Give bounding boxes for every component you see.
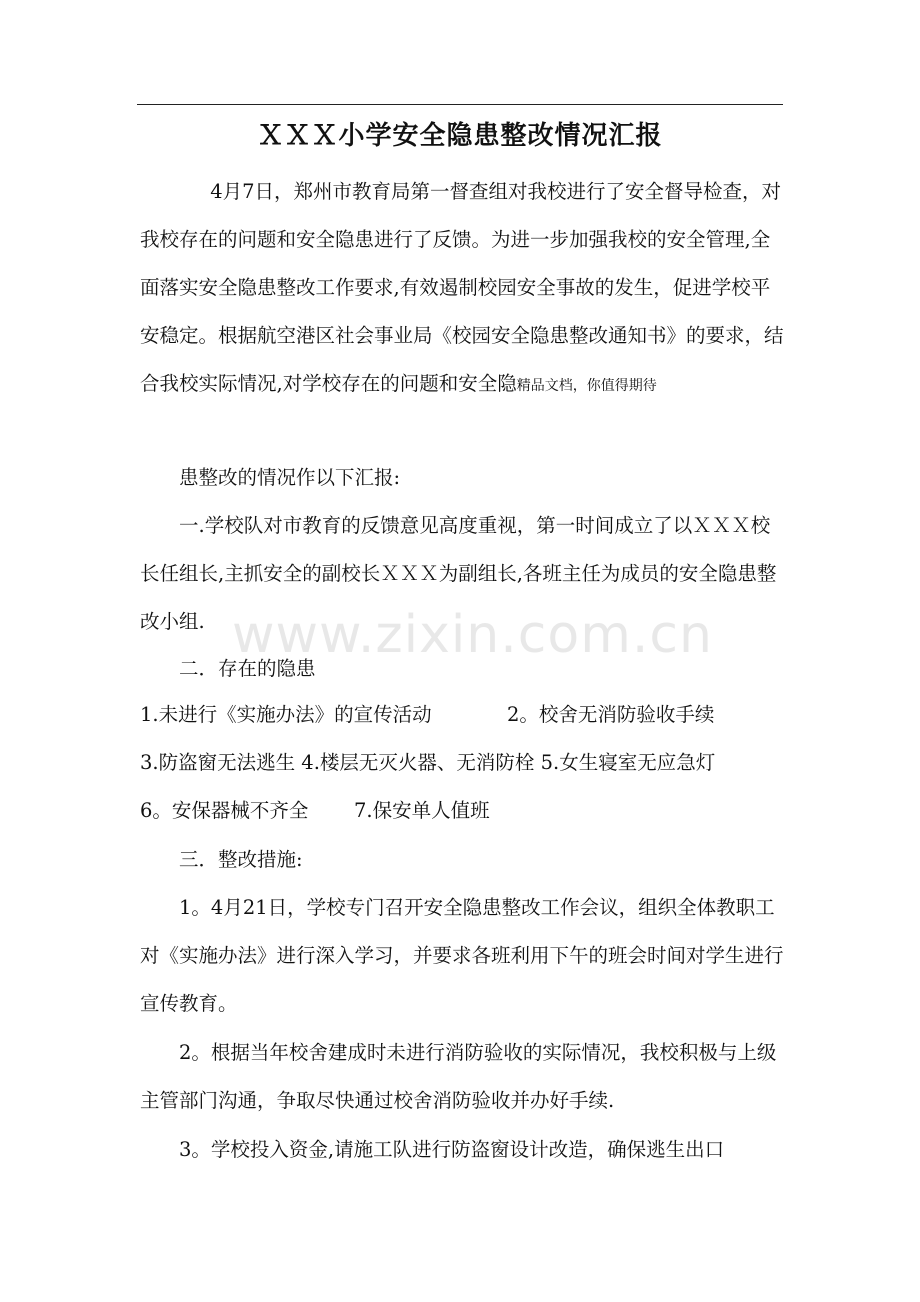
document-title: ＸＸＸ小学安全隐患整改情况汇报 <box>257 121 663 151</box>
measure-3-paragraph: 3。学校投入资金,请施工队进行防盗窗设计改造，确保逃生出口 <box>179 1138 725 1161</box>
hazard-list-row-1 <box>140 700 790 730</box>
header-rule <box>137 104 783 105</box>
intro-text: 4月7日，郑州市教育局第一督查组对我校进行了安全督导检查，对我校存在的问题和安全隐患进行了反馈。为进一步加强我校的安全管理,全面落实安全隐患整改工作要求,有效遏制校园安全事故的发生，促进学校平安稳定。根据航空港区社会事业局《校园安全隐患整改通知书》的要求，结合我校实际情况,对学校存在的问题和安全隐精品文档，你值得期待 <box>140 180 784 395</box>
hazard-list-row-3 <box>140 796 790 826</box>
hazard-item-2: 2。校舍无消防验收手续 <box>507 703 715 726</box>
hazard-item-7: 7.保安单人值班 <box>354 799 490 822</box>
intro-paragraph <box>140 168 785 410</box>
section1-paragraph: 一.学校队对市教育的反馈意见高度重视，第一时间成立了以ＸＸＸ校长任组长,主抓安全的副校长ＸＸＸ为副组长,各班主任为成员的安全隐患整改小组. <box>140 514 777 633</box>
measure-2-paragraph: 2。根据当年校舍建成时未进行消防验收的实际情况，我校积极与上级主管部门沟通，争取尽快通过校舍消防验收并办好手续. <box>140 1041 777 1112</box>
watermark: www.zixin.com.cn <box>232 605 713 665</box>
hazard-item-1: 1.未进行《实施办法》的宣传活动 <box>140 703 432 726</box>
intro-note: 精品文档，你值得期待 <box>516 378 657 394</box>
hazard-item-6: 6。安保器械不齐全 <box>140 799 309 822</box>
section2-heading: 二．存在的隐患 <box>179 657 316 680</box>
hazard-list-row-2: 3.防盗窗无法逃生 4.楼层无灭火器、无消防栓 5.女生寝室无应急灯 <box>140 751 716 774</box>
section3-heading: 三．整改措施: <box>179 848 303 871</box>
measure-1-paragraph: 1。4月21日，学校专门召开安全隐患整改工作会议，组织全体教职工对《实施办法》进行深入学习，并要求各班利用下午的班会时间对学生进行宣传教育。 <box>140 896 784 1015</box>
continuation-paragraph: 患整改的情况作以下汇报: <box>179 466 401 489</box>
